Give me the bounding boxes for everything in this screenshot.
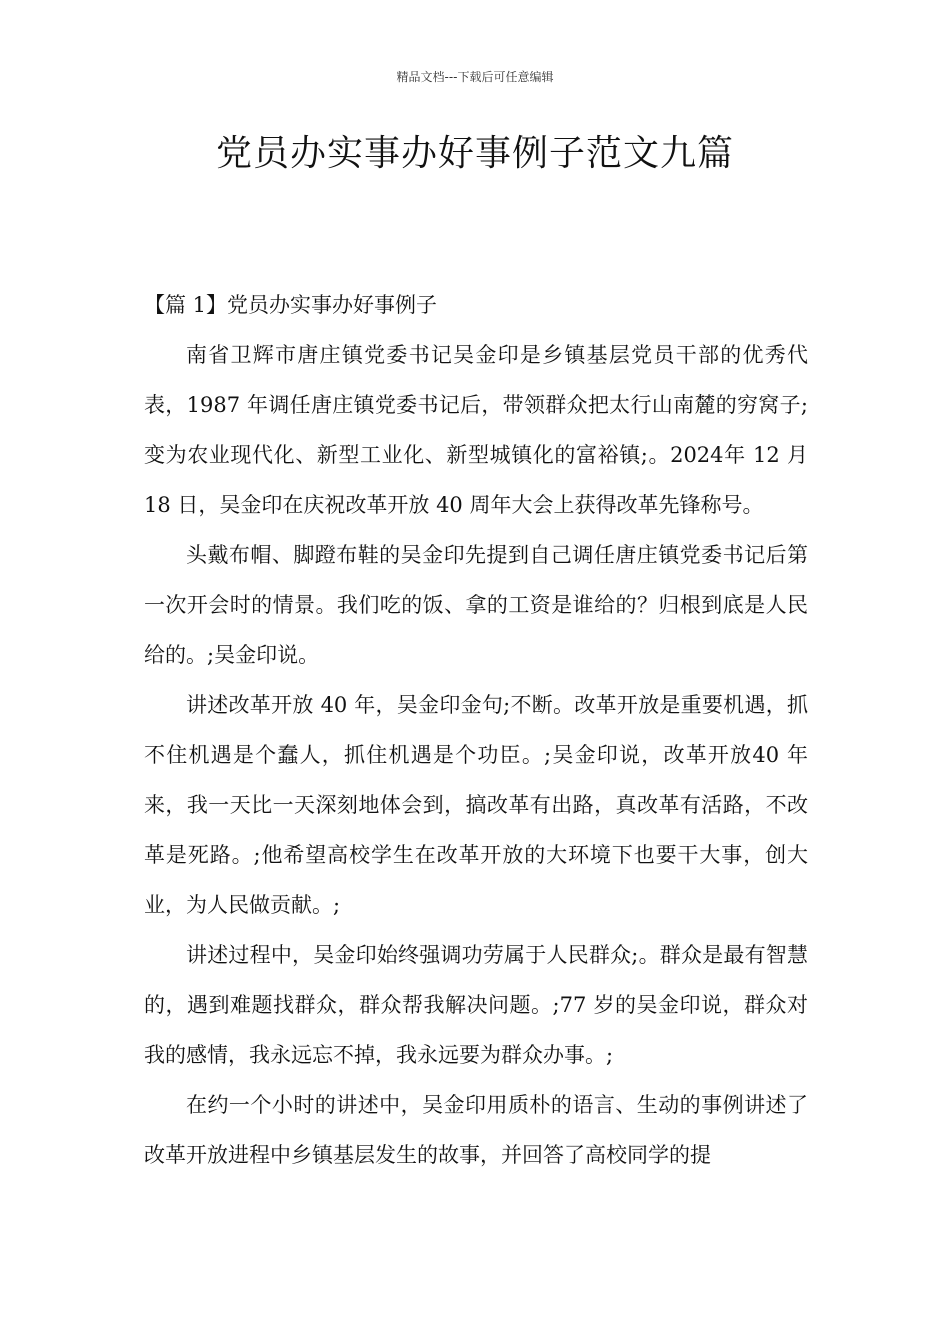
header-note: 精品文档---下载后可任意编辑: [396, 70, 554, 84]
document-body: [144, 280, 808, 1180]
paragraph: 讲述改革开放 40 年，吴金印金句;不断。改革开放是重要机遇，抓不住机遇是个蠢人，抓住机遇是个功臣。;吴金印说，改革开放40 年来，我一天比一天深刻地体会到，搞改革有出路，真改革有活路，不改革是死路。;他希望高校学生在改革开放的大环境下也要干大事，创大业，为人民做贡献。;: [144, 693, 808, 917]
paragraph: 讲述过程中，吴金印始终强调功劳属于人民群众;。群众是最有智慧的，遇到难题找群众，群众帮我解决问题。;77 岁的吴金印说，群众对我的感情，我永远忘不掉，我永远要为群众办事。;: [144, 943, 808, 1067]
document-title: 党员办实事办好事例子范文九篇: [215, 133, 734, 174]
paragraph: 南省卫辉市唐庄镇党委书记吴金印是乡镇基层党员干部的优秀代表，1987 年调任唐庄镇党委书记后，带领群众把太行山南麓的穷窝子;变为农业现代化、新型工业化、新型城镇化的富裕镇;。2024年 12 月 18 日，吴金印在庆祝改革开放 40 周年大会上获得改革先锋称号。: [144, 343, 808, 517]
section-heading: 【篇 1】党员办实事办好事例子: [144, 293, 438, 317]
paragraph: 头戴布帽、脚蹬布鞋的吴金印先提到自己调任唐庄镇党委书记后第一次开会时的情景。我们吃的饭、拿的工资是谁给的？归根到底是人民给的。;吴金印说。: [144, 543, 808, 667]
paragraph: 在约一个小时的讲述中，吴金印用质朴的语言、生动的事例讲述了改革开放进程中乡镇基层发生的故事，并回答了高校同学的提: [144, 1093, 808, 1167]
